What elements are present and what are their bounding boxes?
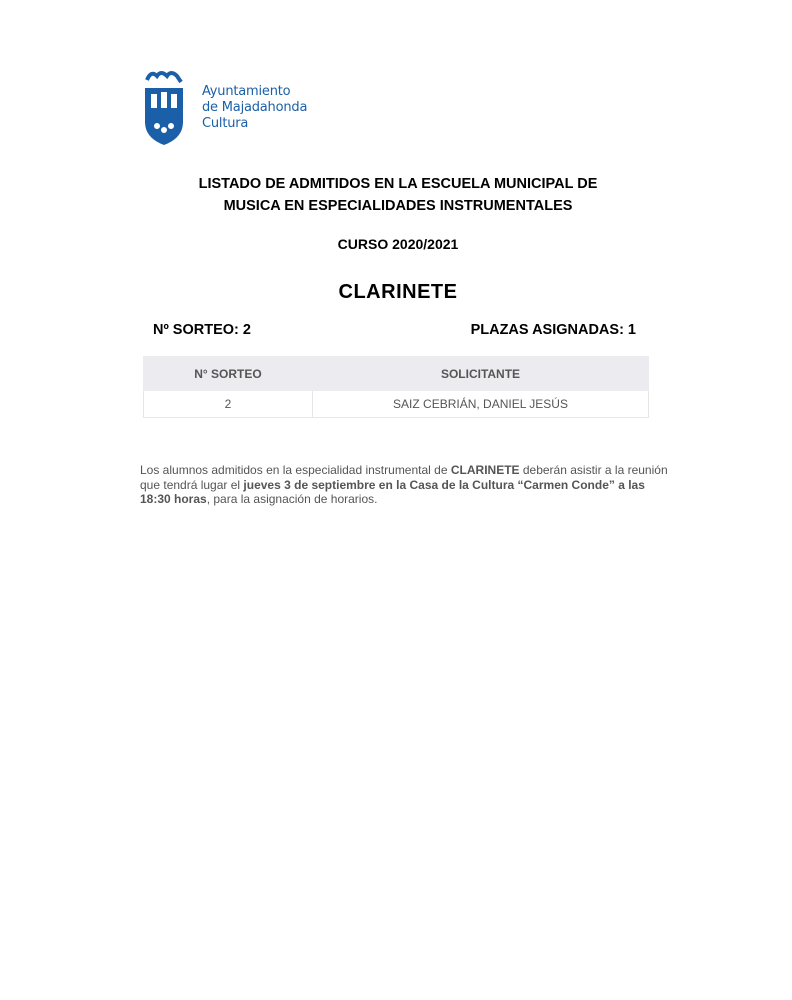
course-year: CURSO 2020/2021 [337, 236, 459, 252]
table-header-row [144, 357, 649, 391]
cell-draw-number: 2 [144, 391, 313, 418]
header-draw-number: N° SORTEO [144, 357, 313, 391]
instrument-heading: CLARINETE [338, 281, 458, 303]
meeting-notice [140, 463, 670, 507]
notice-text-3: , para la asignación de horarios. [206, 492, 378, 506]
logo [143, 68, 318, 146]
notice-text-1: Los alumnos admitidos en la especialidad instrumental de [140, 463, 451, 477]
document-title [150, 173, 646, 217]
notice-date-place: jueves 3 de septiembre en la Casa de la Cultura “Carmen Conde” a las 18:30 horas [140, 477, 645, 506]
title-line-2: MUSICA EN ESPECIALIDADES INSTRUMENTALES [223, 198, 573, 214]
majadahonda-emblem-icon [143, 68, 185, 146]
cell-applicant: SAIZ CEBRIÁN, DANIEL JESÚS [313, 391, 649, 418]
logo-text [202, 84, 307, 132]
table-row [144, 391, 649, 418]
admitted-table [143, 356, 649, 418]
logo-line-1: Ayuntamiento [202, 84, 291, 99]
logo-line-3: Cultura [202, 116, 249, 131]
title-line-1: LISTADO DE ADMITIDOS EN LA ESCUELA MUNICIPAL DE [198, 176, 598, 192]
notice-text-2: deberán asistir a la reunión que tendrá lugar el [140, 463, 668, 492]
assigned-seats: PLAZAS ASIGNADAS: 1 [470, 322, 636, 338]
logo-line-2: de Majadahonda [202, 100, 308, 115]
notice-instrument: CLARINETE [450, 463, 520, 477]
header-applicant: SOLICITANTE [313, 357, 649, 391]
draw-number: Nº SORTEO: 2 [153, 322, 251, 338]
